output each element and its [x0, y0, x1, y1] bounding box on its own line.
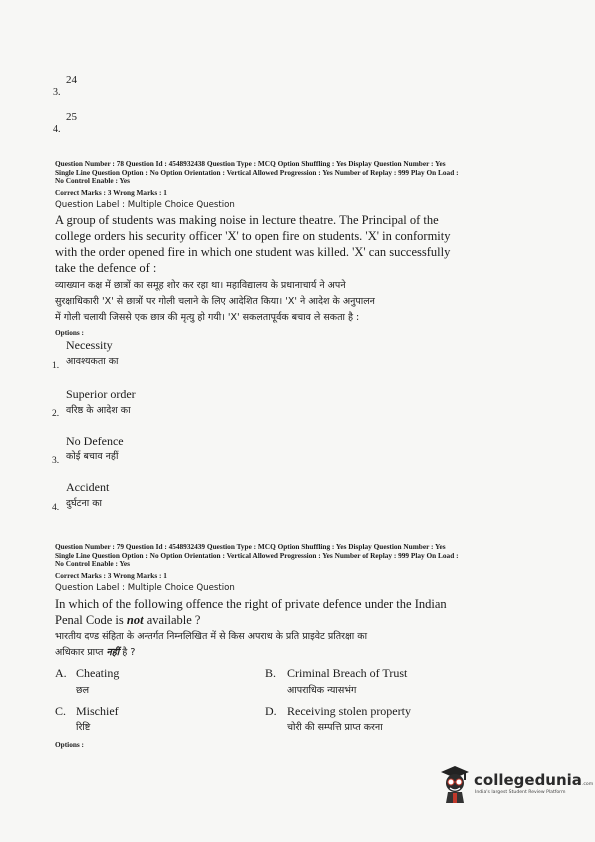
meta-line: No Control Enable : Yes [55, 559, 130, 569]
options-heading: Options : [55, 328, 84, 337]
emphasis-not-hi: नहीं [106, 647, 120, 658]
logo-tagline: India's largest Student Review Platform [475, 790, 566, 795]
option-number: 2. [52, 409, 60, 419]
text-line: में गोली चलायी जिससे एक छात्र की मृत्यु हो गयी। 'X' सकलतापूर्वक बचाव ले सकता है : [55, 312, 360, 323]
text-line: with the order opened fire in which one student was killed. 'X' can successfully [55, 245, 451, 259]
logo-wordmark [474, 770, 593, 789]
text-line: In which of the following offence the right of private defence under the Indian [55, 597, 447, 611]
option-en: Superior order [66, 387, 136, 401]
text-segment: अधिकार प्राप्त [55, 647, 107, 658]
option-hi: कोई बचाव नहीं [66, 451, 119, 462]
option-en: Necessity [66, 338, 113, 352]
option-hi: आवश्यकता का [66, 356, 119, 367]
text-segment: है ? [119, 647, 136, 658]
text-line: college orders his security officer 'X' to open fire on students. 'X' in conformity [55, 229, 451, 243]
meta-line: No Control Enable : Yes [55, 176, 130, 186]
choice-hi: चोरी की सम्पत्ति प्राप्त करना [287, 722, 383, 733]
marks-info: Correct Marks : 3 Wrong Marks : 1 [55, 571, 167, 580]
text-line: भारतीय दण्ड संहिता के अन्तर्गत निम्नलिखित में से किस अपराध के प्रति प्राइवेट प्रतिरक्षा का [55, 631, 368, 642]
choice-hi: छल [76, 685, 90, 696]
text-line [55, 645, 535, 661]
question-meta [55, 543, 560, 569]
choice-en: Mischief [76, 704, 119, 718]
question-text-hi [55, 278, 535, 326]
choice-en: Cheating [76, 666, 120, 680]
choice-hi: आपराधिक न्यासभंग [287, 685, 357, 696]
option-value: 25 [66, 111, 77, 123]
logo-suffix: .com [581, 782, 594, 787]
question-meta [55, 160, 560, 186]
choice-hi: रिष्टि [76, 722, 91, 733]
choice-letter: C. [55, 704, 67, 718]
question-text-en [55, 212, 545, 276]
option-hi: वरिष्ठ के आदेश का [66, 405, 131, 416]
emphasis-not: not [126, 613, 144, 627]
logo-name: collegedunia [474, 771, 582, 789]
text-line: take the defence of : [55, 261, 157, 275]
choice-letter: A. [55, 666, 67, 680]
text-segment: Penal Code is [55, 613, 127, 627]
options-heading: Options : [55, 740, 84, 749]
text-line [55, 612, 545, 628]
option-en: Accident [66, 480, 110, 494]
choice-letter: D. [265, 704, 277, 718]
text-line: A group of students was making noise in lecture theatre. The Principal of the [55, 213, 439, 227]
choice-en: Criminal Breach of Trust [287, 666, 408, 680]
option-number: 3. [53, 87, 61, 98]
text-line: व्याख्यान कक्ष में छात्रों का समूह शोर कर रहा था। महाविद्यालय के प्रधानाचार्य ने अपने [55, 280, 346, 291]
option-en: No Defence [66, 434, 124, 448]
text-segment: available ? [143, 613, 201, 627]
marks-info: Correct Marks : 3 Wrong Marks : 1 [55, 188, 167, 197]
option-number: 1. [52, 361, 60, 371]
meta-line: Single Line Question Option : No Option Orientation : Vertical Allowed Progression : Yes Number of Replay : 999 Play On Load : [55, 550, 459, 560]
graduate-mascot-icon [438, 762, 472, 804]
meta-line: Question Number : 78 Question Id : 4548932438 Question Type : MCQ Option Shuffling : Yes Display Question Number : Yes [55, 159, 446, 168]
meta-line: Question Number : 79 Question Id : 4548932439 Question Type : MCQ Option Shuffling : Yes Display Question Number : Yes [55, 542, 446, 551]
option-value: 24 [66, 74, 77, 86]
question-label: Question Label : Multiple Choice Question [55, 583, 235, 593]
question-text-en [55, 596, 545, 628]
question-text-hi [55, 629, 535, 661]
choice-letter: B. [265, 666, 277, 680]
choice-en: Receiving stolen property [287, 704, 411, 718]
option-number: 4. [53, 124, 61, 135]
collegedunia-logo [438, 762, 594, 804]
option-hi: दुर्घटना का [66, 498, 102, 509]
question-label: Question Label : Multiple Choice Question [55, 200, 235, 210]
meta-line: Single Line Question Option : No Option Orientation : Vertical Allowed Progression : Yes Number of Replay : 999 Play On Load : [55, 167, 459, 177]
text-line: सुरक्षाधिकारी 'X' से छात्रों पर गोली चलाने के लिए आदेशित किया। 'X' ने आदेश के अनुपालन [55, 296, 375, 307]
option-number: 4. [52, 503, 60, 513]
option-number: 3. [52, 456, 60, 466]
